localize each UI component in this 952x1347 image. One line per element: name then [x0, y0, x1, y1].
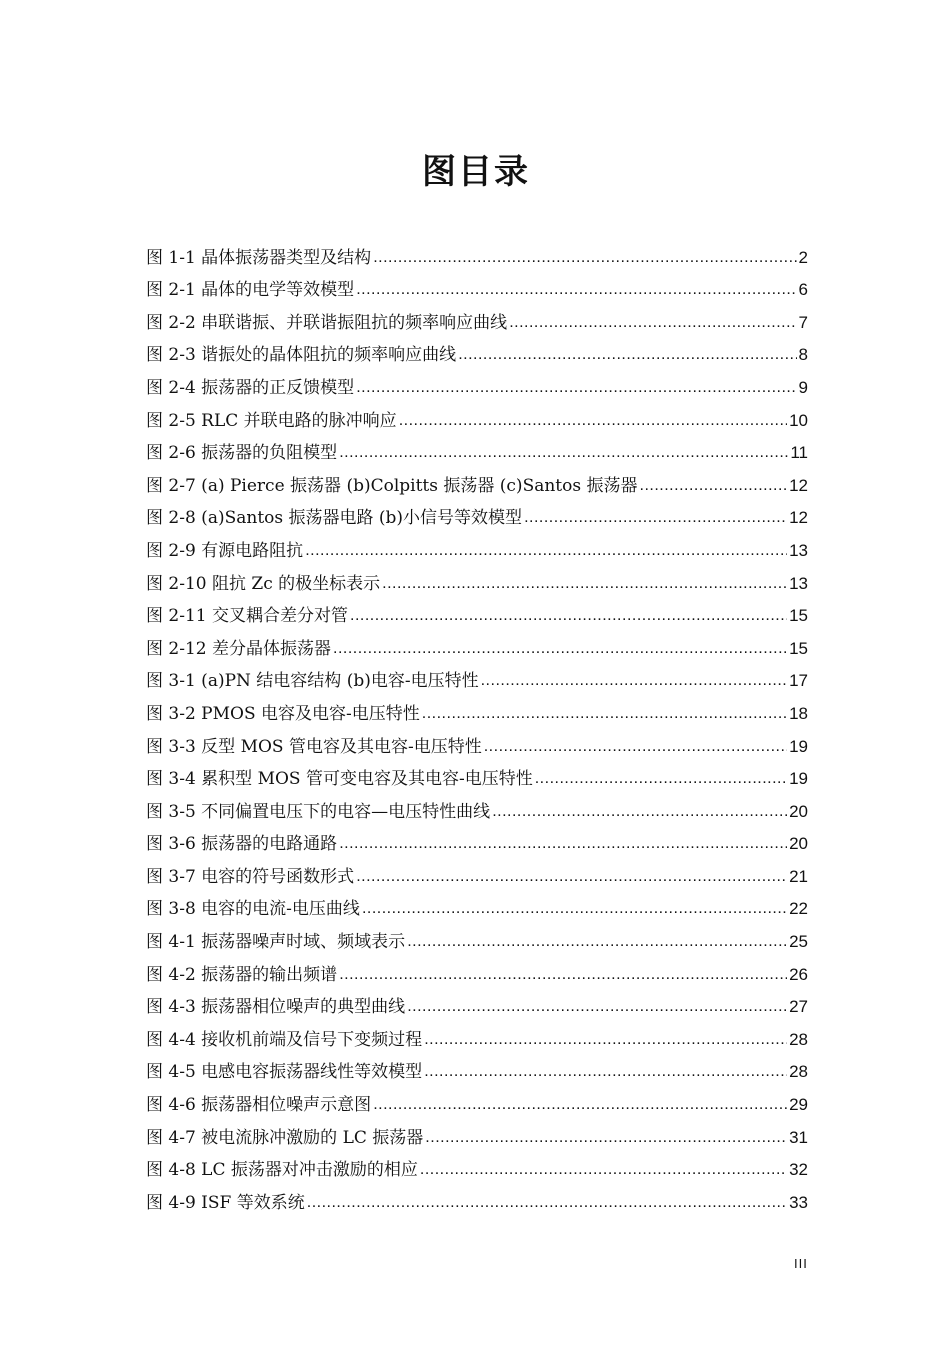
dot-leader — [524, 507, 787, 529]
entry-label: 图 3-3 反型 MOS 管电容及其电容-电压特性 — [146, 736, 482, 757]
dot-leader — [509, 312, 796, 334]
entry-page: 27 — [789, 997, 808, 1017]
dot-leader — [640, 475, 788, 497]
entry-page: 13 — [789, 573, 808, 593]
dot-leader — [333, 638, 787, 660]
entry-page: 20 — [789, 834, 808, 854]
dot-leader — [535, 768, 787, 790]
page-title: 图目录 — [422, 152, 530, 192]
list-item[interactable] — [146, 301, 808, 334]
entry-page: 25 — [789, 932, 808, 952]
dot-leader — [350, 605, 787, 627]
dot-leader — [492, 801, 787, 823]
entry-label: 图 2-11 交叉耦合差分对管 — [146, 606, 348, 627]
entry-page: 33 — [789, 1192, 808, 1212]
dot-leader — [422, 703, 787, 725]
dot-leader — [407, 996, 787, 1018]
list-item[interactable] — [146, 692, 808, 725]
entry-label: 图 3-4 累积型 MOS 管可变电容及其电容-电压特性 — [146, 769, 533, 790]
list-item[interactable] — [146, 399, 808, 432]
entry-page: 28 — [789, 1062, 808, 1082]
list-item[interactable] — [146, 1018, 808, 1051]
figure-list — [146, 236, 808, 1214]
list-item[interactable] — [146, 497, 808, 530]
dot-leader — [424, 1061, 787, 1083]
entry-label: 图 3-6 振荡器的电路通路 — [146, 834, 338, 855]
list-item[interactable] — [146, 464, 808, 497]
entry-label: 图 2-2 串联谐振、并联谐振阻抗的频率响应曲线 — [146, 312, 508, 333]
entry-page: 21 — [789, 866, 808, 886]
entry-label: 图 2-1 晶体的电学等效模型 — [146, 280, 355, 301]
entry-page: 20 — [789, 801, 808, 821]
list-item[interactable] — [146, 1083, 808, 1116]
entry-label: 图 2-10 阻抗 Zc 的极坐标表示 — [146, 573, 381, 594]
entry-page: 6 — [798, 280, 808, 300]
entry-label: 图 4-6 振荡器相位噪声示意图 — [146, 1095, 372, 1116]
dot-leader — [481, 670, 787, 692]
entry-page: 32 — [789, 1160, 808, 1180]
list-item[interactable] — [146, 529, 808, 562]
dot-leader — [373, 1094, 787, 1116]
entry-page: 11 — [790, 443, 808, 463]
dot-leader — [382, 573, 787, 595]
entry-label: 图 3-1 (a)PN 结电容结构 (b)电容-电压特性 — [146, 671, 479, 692]
dot-leader — [356, 377, 796, 399]
entry-label: 图 3-8 电容的电流-电压曲线 — [146, 899, 360, 920]
list-item[interactable] — [146, 758, 808, 791]
list-item[interactable] — [146, 725, 808, 758]
entry-page: 8 — [798, 345, 808, 365]
list-item[interactable] — [146, 236, 808, 269]
dot-leader — [356, 866, 787, 888]
list-item[interactable] — [146, 888, 808, 921]
entry-page: 18 — [789, 703, 808, 723]
entry-page: 26 — [789, 964, 808, 984]
entry-label: 图 1-1 晶体振荡器类型及结构 — [146, 247, 372, 268]
entry-label: 图 4-9 ISF 等效系统 — [146, 1192, 305, 1213]
dot-leader — [424, 1029, 787, 1051]
list-item[interactable] — [146, 562, 808, 595]
list-item[interactable] — [146, 366, 808, 399]
entry-label: 图 4-4 接收机前端及信号下变频过程 — [146, 1029, 423, 1050]
entry-label: 图 2-7 (a) Pierce 振荡器 (b)Colpitts 振荡器 (c)Santos 振荡器 — [146, 475, 638, 496]
entry-label: 图 4-2 振荡器的输出频谱 — [146, 964, 338, 985]
entry-label: 图 4-1 振荡器噪声时域、频域表示 — [146, 932, 406, 953]
list-item[interactable] — [146, 855, 808, 888]
list-item[interactable] — [146, 953, 808, 986]
entry-page: 2 — [798, 247, 808, 267]
dot-leader — [356, 279, 796, 301]
entry-page: 12 — [789, 508, 808, 528]
entry-page: 19 — [789, 736, 808, 756]
entry-label: 图 4-5 电感电容振荡器线性等效模型 — [146, 1062, 423, 1083]
page-number: III — [794, 1256, 808, 1271]
list-item[interactable] — [146, 627, 808, 660]
entry-page: 28 — [789, 1029, 808, 1049]
dot-leader — [399, 410, 787, 432]
list-item[interactable] — [146, 1181, 808, 1214]
entry-label: 图 4-3 振荡器相位噪声的典型曲线 — [146, 997, 406, 1018]
entry-page: 7 — [798, 312, 808, 332]
entry-label: 图 4-7 被电流脉冲激励的 LC 振荡器 — [146, 1127, 424, 1148]
entry-page: 22 — [789, 899, 808, 919]
entry-label: 图 3-7 电容的符号函数形式 — [146, 866, 355, 887]
list-item[interactable] — [146, 1051, 808, 1084]
list-item[interactable] — [146, 595, 808, 628]
entry-label: 图 2-6 振荡器的负阻模型 — [146, 443, 338, 464]
entry-label: 图 2-3 谐振处的晶体阻抗的频率响应曲线 — [146, 345, 457, 366]
dot-leader — [407, 931, 787, 953]
list-item[interactable] — [146, 1149, 808, 1182]
entry-label: 图 2-8 (a)Santos 振荡器电路 (b)小信号等效模型 — [146, 508, 523, 529]
entry-page: 15 — [789, 638, 808, 658]
list-item[interactable] — [146, 920, 808, 953]
entry-label: 图 2-9 有源电路阻抗 — [146, 540, 304, 561]
entry-page: 9 — [798, 377, 808, 397]
dot-leader — [458, 344, 796, 366]
entry-label: 图 2-12 差分晶体振荡器 — [146, 638, 331, 659]
entry-page: 15 — [789, 606, 808, 626]
dot-leader — [305, 540, 787, 562]
dot-leader — [307, 1192, 787, 1214]
entry-label: 图 3-2 PMOS 电容及电容-电压特性 — [146, 703, 420, 724]
dot-leader — [362, 898, 787, 920]
entry-label: 图 3-5 不同偏置电压下的电容—电压特性曲线 — [146, 801, 491, 822]
dot-leader — [373, 247, 796, 269]
dot-leader — [425, 1127, 787, 1149]
dot-leader — [339, 442, 788, 464]
entry-page: 10 — [789, 410, 808, 430]
entry-label: 图 2-5 RLC 并联电路的脉冲响应 — [146, 410, 397, 431]
list-item[interactable] — [146, 1116, 808, 1149]
entry-page: 13 — [789, 540, 808, 560]
list-item[interactable] — [146, 986, 808, 1019]
list-item[interactable] — [146, 269, 808, 302]
entry-page: 29 — [789, 1095, 808, 1115]
entry-label: 图 4-8 LC 振荡器对冲击激励的相应 — [146, 1160, 418, 1181]
entry-page: 19 — [789, 769, 808, 789]
entry-page: 31 — [789, 1127, 808, 1147]
entry-page: 12 — [789, 475, 808, 495]
dot-leader — [484, 736, 787, 758]
dot-leader — [339, 833, 787, 855]
list-item[interactable] — [146, 432, 808, 465]
list-item[interactable] — [146, 660, 808, 693]
entry-label: 图 2-4 振荡器的正反馈模型 — [146, 377, 355, 398]
dot-leader — [420, 1159, 787, 1181]
entry-page: 17 — [789, 671, 808, 691]
list-item[interactable] — [146, 823, 808, 856]
list-item[interactable] — [146, 790, 808, 823]
dot-leader — [339, 964, 787, 986]
list-item[interactable] — [146, 334, 808, 367]
